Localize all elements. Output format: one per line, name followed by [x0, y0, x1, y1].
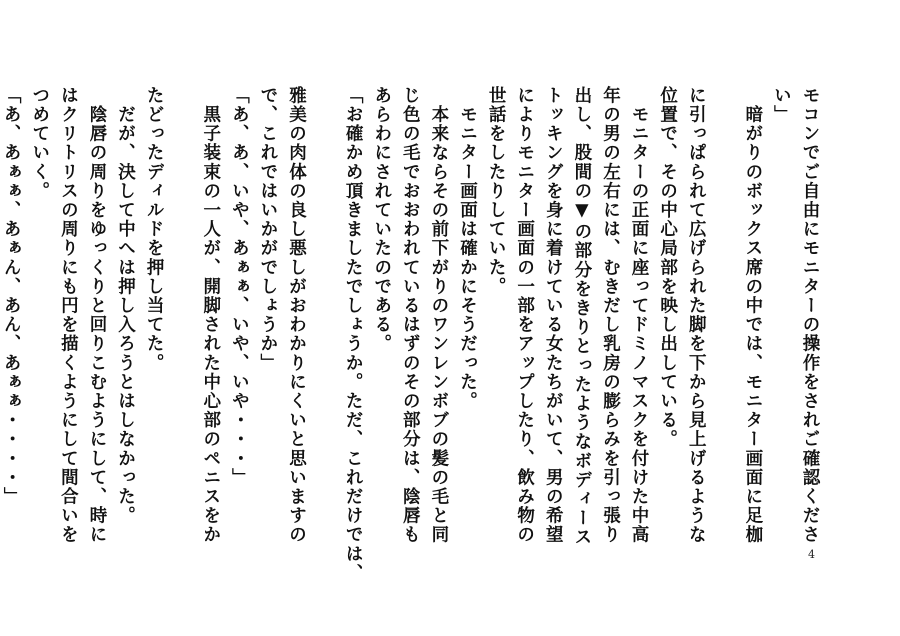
text-line: じ色の毛でおおわれているはずのその部分は、陰唇も — [400, 86, 421, 545]
text-line: 「あ、あ、いや、あぁぁ、いや、いや・・・」 — [229, 86, 250, 488]
text-line: 暗がりのボックス席の中では、モニター画面に足枷 — [742, 86, 763, 545]
text-line: 黒子装束の一人が、開脚された中心部のペニスをか — [200, 86, 221, 545]
text-line: 出し、股間の▼の部分をきりとったようなボディース — [571, 86, 592, 547]
text-line: 「お確かめ頂きましたでしょうか。ただ、これだけでは、 — [343, 86, 364, 583]
page-number: 4 — [808, 548, 815, 561]
vertical-text-body — [0, 86, 824, 583]
text-line: い」 — [771, 86, 792, 125]
text-line: で、これではいかがでしょうか」 — [257, 86, 278, 373]
text-line: モニターの正面に座ってドミノマスクを付けた中高 — [629, 86, 650, 545]
text-line: たどったディルドを押し当てた。 — [144, 86, 165, 373]
text-line: 「あ、あぁぁ、あぁん、あん、あぁぁ・・・・」 — [1, 86, 22, 507]
text-line: 陰唇の周りをゆっくりと回りこむようにして、時に — [86, 86, 107, 545]
text-line: だが、決して中へは押し入ろうとはしなかった。 — [115, 86, 136, 526]
text-line: 本来ならその前下がりのワンレンボブの髪の毛と同 — [428, 86, 449, 545]
text-line: によりモニター画面の一部をアップしたり、飲み物の — [514, 86, 535, 545]
text-line: トッキングを身に着けている女たちがいて、男の希望 — [543, 86, 564, 545]
text-line: はクリトリスの周りにも円を描くようにして間合いを — [58, 86, 79, 545]
text-line: つめていく。 — [29, 86, 50, 201]
text-line: モコンでご自由にモニターの操作をされご確認くださ — [800, 86, 820, 545]
text-line: モニター画面は確かにそうだった。 — [457, 86, 478, 411]
text-line: 年の男の左右には、むきだし乳房の膨らみを引っ張り — [600, 86, 621, 545]
text-line: 雅美の肉体の良し悪しがおわかりにくいと思いますの — [286, 86, 307, 545]
text-line: に引っぱられて広げられた脚を下から見上げるような — [686, 86, 707, 545]
text-line: 世話をしたりしていた。 — [486, 86, 507, 297]
text-line: あらわにされていたのである。 — [371, 86, 392, 354]
text-line: 位置で、その中心局部を映し出している。 — [657, 86, 678, 449]
